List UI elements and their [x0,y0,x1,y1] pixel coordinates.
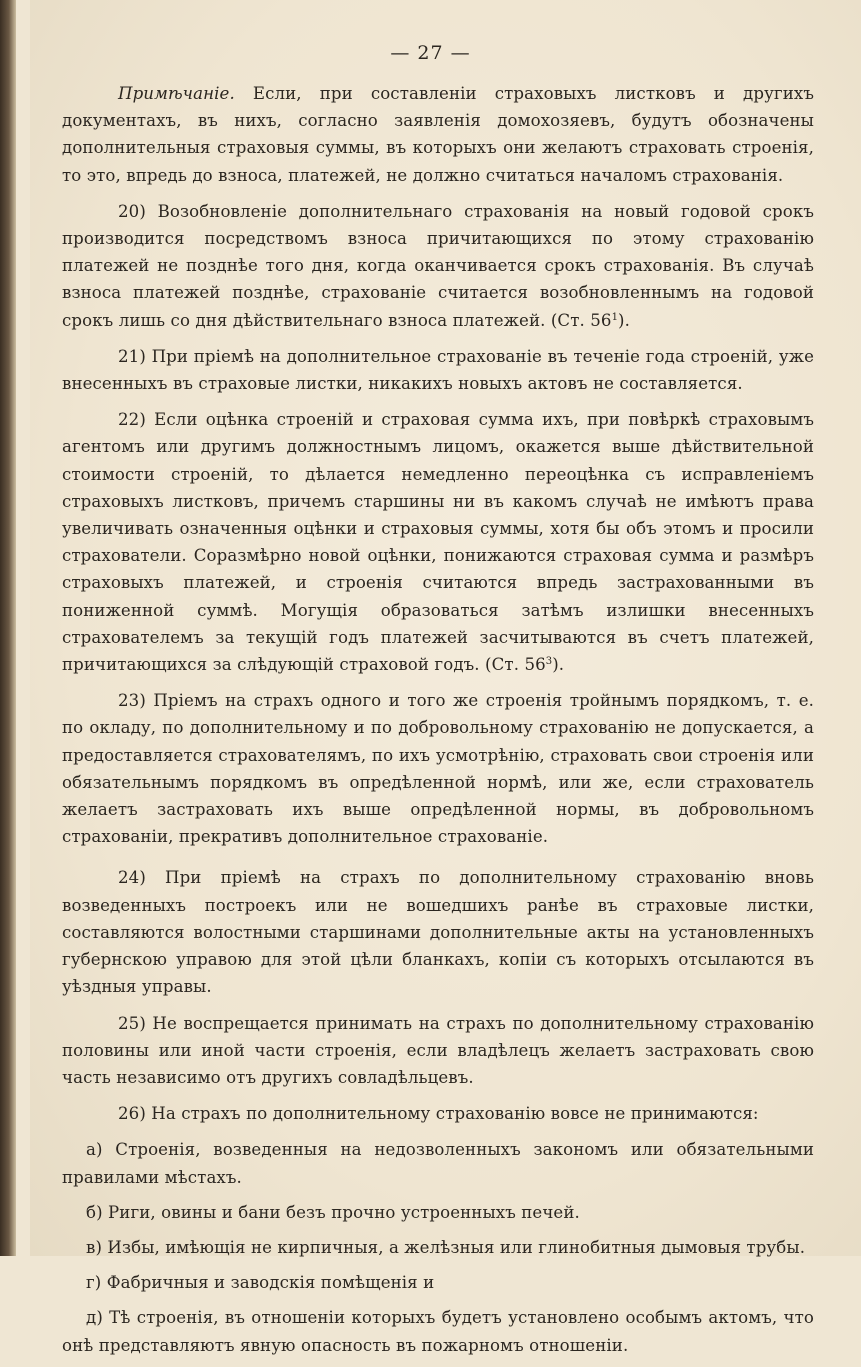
paragraph-20-footnote-mark: 1 [611,311,619,323]
paragraph-22 [62,406,814,678]
paragraph-22-text: 22) Если оцѣнка строеній и страховая сумма ихъ, при повѣркѣ страховымъ агентомъ или другимъ должностнымъ лицомъ, окажется выше дѣйствительной стоимости строеній, то дѣлается немедленно переоцѣнка съ исправленіемъ страховыхъ листковъ, причемъ старшины ни въ какомъ случаѣ не имѣютъ права увеличивать означенныя оцѣнки и страховыя суммы, хотя бы объ этомъ и просили страхователи. Соразмѣрно новой оцѣнки, понижаются страховая сумма и размѣръ страховыхъ платежей, и строенія считаются впредь застрахованными въ пониженной суммѣ. Могущія образоваться затѣмъ излишки внесенныхъ страхователемъ за текущій годъ платежей засчитываются въ счетъ платежей, причитающихся за слѣдующій страховой годъ. (Ст. 56 [62,410,814,675]
paragraph-20-text: 20) Возобновленіе дополнительнаго страхованія на новый годовой срокъ производится посредствомъ взноса причитающихся по этому страхованію платежей не позднѣе того дня, когда оканчивается срокъ страхованія. Въ случаѣ взноса платежей позднѣе, страхованіе считается возобновленнымъ на годовой срокъ лишь со дня дѣйствительнаго взноса платежей. (Ст. 56 [62,201,814,330]
list-item-a: а) Строенія, возведенныя на недозволенныхъ закономъ или обязательными правилами мѣстахъ. [62,1140,814,1187]
note-label: Примѣчаніе. [118,84,235,103]
paragraph-20 [62,198,814,334]
book-binding-shadow [0,0,16,1256]
paragraph-22-end: ). [552,655,565,675]
list-item-b: б) Риги, овины и бани безъ прочно устроенныхъ печей. [86,1202,580,1222]
paragraph-21: 21) При пріемѣ на дополнительное страхованіе въ теченіе года строеній, уже внесенныхъ въ страховые листки, никакихъ новыхъ актовъ не составляется. [62,346,814,394]
list-item-d: д) Тѣ строенія, въ отношеніи которыхъ будетъ установлено особымъ актомъ, что онѣ представляютъ явную опасность въ пожарномъ отношеніи. [62,1308,814,1355]
paragraph-23: 23) Пріемъ на страхъ одного и того же строенія тройнымъ порядкомъ, т. е. по окладу, по дополнительному и по добровольному страхованію не допускается, а предоставляется страхователямъ, по ихъ усмотрѣнію, страховать свои строенія или обязательнымъ порядкомъ въ опредѣленной нормѣ, или же, если страхователь желаетъ застраховать ихъ выше опредѣленной нормы, въ добровольномъ страхованіи, прекративъ дополнительное страхованіе. [62,691,814,847]
paragraph-22-footnote-mark: 3 [545,656,553,668]
paragraph-26: 26) На страхъ по дополнительному страхованію вовсе не принимаются: [118,1104,759,1124]
page-number: — 27 — [390,42,471,64]
paragraph-20-end: ). [618,310,630,330]
document-body [62,80,814,1367]
note-paragraph [62,80,814,189]
list-item-v: в) Избы, имѣющія не кирпичныя, а желѣзныя или глинобитныя дымовыя трубы. [86,1237,806,1257]
paragraph-25: 25) Не воспрещается принимать на страхъ по дополнительному страхованію половины или иной части строенія, если владѣлецъ желаетъ застраховать свою часть независимо отъ другихъ совладѣльцевъ. [62,1013,814,1087]
list-item-g: г) Фабричныя и заводскія помѣщенія и [86,1273,435,1293]
paragraph-24: 24) При пріемѣ на страхъ по дополнительному страхованію вновь возведенныхъ построекъ или не вошедшихъ ранѣе въ страховые листки, составляются волостными старшинами дополнительные акты на установленныхъ губернскою управою для этой цѣли бланкахъ, копіи съ которыхъ отсылаются въ уѣздныя управы. [62,868,814,997]
note-text: Если, при составленіи страховыхъ листковъ и другихъ документахъ, въ нихъ, согласно заявленія домохозяевъ, будутъ обозначены дополнительныя страховыя суммы, въ которыхъ они желаютъ страховать строенія, то это, впредь до взноса, платежей, не должно считаться началомъ страхованія. [62,84,814,185]
